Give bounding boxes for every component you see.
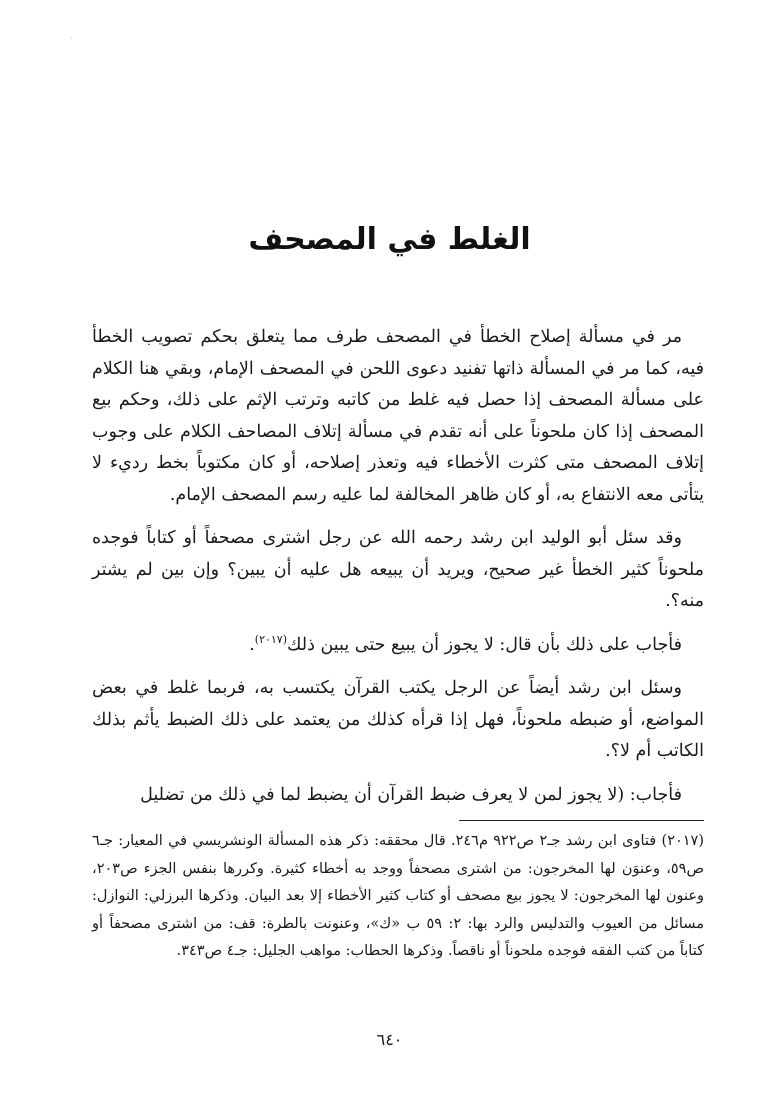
- paragraph-intro: مر في مسألة إصلاح الخطأ في المصحف طرف مما يتعلق بحكم تصويب الخطأ فيه، كما مر في المسألة ذاتها تفنيد دعوى اللحن في المصحف الإمام، وبقي هنا الكلام على مسألة المصحف إذا حصل فيه غلط من كاتبه وترتب الإثم على ذلك، وحكم بيع المصحف إذا كان ملحوناً على أنه تقدم في مسألة إتلاف المصاحف الكلام على وجوب إتلاف المصحف متى كثرت الأخطاء فيه وتعذر إصلاحه، أو كان مكتوباً بخط رديء لا يتأتى معه الانتفاع به، أو كان ظاهر المخالفة لما عليه رسم المصحف الإمام.: [92, 327, 704, 505]
- footnote-2017: (٢٠١٧) فتاوى ابن رشد جـ٢ ص٩٢٢ م٢٤٦. قال محققه: ذكر هذه المسألة الونشريسي في المعيار: جـ٦ ص٥٩، وعنوَن لها المخرجون: من اشترى مصحفاً ووجد به أخطاء كثيرة. وكررها بنفس الجزء ص٢٠٣، وعنون لها المخرجون: لا يجوز بيع مصحف أو كتاب كثير الأخطاء إلا بعد البيان. وذكرها البرزلي: النوازل: مسائل من العيوب والتدليس والرد بها: ٢: ٥٩ ب «ك»، وعنونت بالطرة: قف: من اشترى مصحفاً أو كتاباً من كتب الفقه فوجده ملحوناً أو ناقصاً. وذكرها الحطاب: مواهب الجليل: جـ٤ ص٣٤٣.: [92, 833, 705, 959]
- scan-mark: ·: [70, 34, 73, 43]
- paragraph-question-2: وسئل ابن رشد أيضاً عن الرجل يكتب القرآن يكتسب به، فربما غلط في بعض المواضع، أو ضبطه ملحوناً، فهل إذا قرأه كذلك من يعتمد على ذلك الضبط يأثم بذلك الكاتب أم لا؟.: [92, 678, 704, 761]
- footnote-reference: (٢٠١٧): [254, 632, 288, 646]
- paragraph-answer-2: فأجاب: (لا يجوز لمن لا يعرف ضبط القرآن أن يضبط لما في ذلك من تضليل: [140, 784, 682, 805]
- main-text: [92, 322, 704, 823]
- paragraph-answer-1: [92, 630, 704, 662]
- footnote-divider: [459, 820, 704, 821]
- page-number: ٦٤٠: [376, 1030, 403, 1049]
- footnote-section: [92, 828, 704, 966]
- paragraph-question-1: وقد سئل أبو الوليد ابن رشد رحمه الله عن رجل اشترى مصحفاً أو كتاباً فوجده ملحوناً كثير الخطأ غير صحيح، ويريد أن يبيعه هل عليه أن يبين؟ وإن بين لم يشتر منه؟.: [92, 528, 704, 611]
- answer-end: .: [249, 634, 255, 655]
- answer-text: فأجاب على ذلك بأن قال: لا يجوز أن يبيع حتى يبين ذلك: [287, 634, 682, 655]
- page-title: الغلط في المصحف: [248, 222, 531, 257]
